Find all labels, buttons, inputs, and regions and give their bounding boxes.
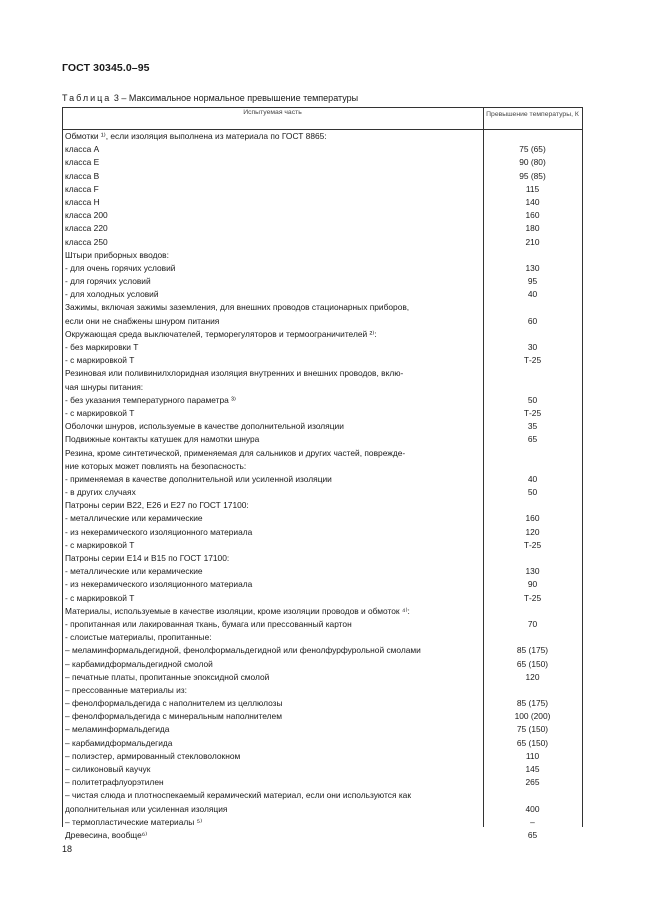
row-value: 140	[525, 196, 540, 207]
row-part-line: класса F	[65, 183, 99, 194]
table-row	[62, 763, 582, 776]
table-caption-number: 3	[113, 93, 119, 103]
row-part	[65, 763, 483, 776]
table-row	[62, 301, 582, 327]
table-row	[62, 499, 582, 512]
row-part	[65, 499, 483, 512]
row-part-line: ние которых может повлиять на безопасность:	[65, 460, 247, 471]
row-value: 210	[525, 236, 540, 247]
row-part	[65, 684, 483, 697]
row-value: 85 (175)	[516, 645, 549, 656]
row-part-line: – фенолформальдегида с наполнителем из целлюлозы	[65, 698, 283, 709]
row-part	[65, 605, 483, 618]
table-row	[62, 776, 582, 789]
row-part	[65, 222, 483, 235]
row-part-line: - с маркировкой Т	[65, 592, 135, 603]
row-value: 40	[527, 289, 538, 300]
table-row	[62, 605, 582, 618]
row-value: 65 (150)	[516, 658, 549, 669]
table-row	[62, 447, 582, 473]
table-row	[62, 671, 582, 684]
row-part-line: - из некерамического изоляционного материала	[65, 526, 253, 537]
document-code: ГОСТ 30345.0–95	[62, 62, 150, 74]
table-row	[62, 183, 582, 196]
row-part-line: – фенолформальдегида с минеральным наполнителем	[65, 711, 282, 722]
row-part-line: - металлические или керамические	[65, 513, 203, 524]
row-part	[65, 776, 483, 789]
row-part	[65, 170, 483, 183]
table-row	[62, 526, 582, 539]
table-row	[62, 262, 582, 275]
table-row	[62, 750, 582, 763]
row-value: 35	[527, 421, 538, 432]
row-value: 65 (150)	[516, 737, 549, 748]
row-part	[65, 262, 483, 275]
table-row	[62, 644, 582, 657]
row-part-line: - без маркировки Т	[65, 342, 139, 353]
row-part-line: класса 250	[65, 236, 108, 247]
row-part	[65, 407, 483, 420]
row-value: 65	[527, 434, 538, 445]
row-part	[65, 301, 483, 327]
row-part-line: - слоистые материалы, пропитанные:	[65, 632, 212, 643]
row-part-line: - для очень горячих условий	[65, 262, 176, 273]
row-part	[65, 789, 483, 815]
row-value: 60	[527, 315, 538, 326]
row-part	[65, 447, 483, 473]
row-part-line: - с маркировкой Т	[65, 539, 135, 550]
row-part-line: - в других случаях	[65, 487, 136, 498]
row-value: Т-25	[523, 355, 542, 366]
row-part-line: Патроны серии В22, Е26 и Е27 по ГОСТ 17100:	[65, 500, 249, 511]
row-part-line: - применяемая в качестве дополнительной или усиленной изоляции	[65, 473, 332, 484]
row-part	[65, 816, 483, 829]
row-value: Т-25	[523, 407, 542, 418]
row-part	[65, 512, 483, 525]
row-part	[65, 209, 483, 222]
table-caption	[62, 93, 358, 103]
table-row	[62, 275, 582, 288]
row-part	[65, 486, 483, 499]
table-row	[62, 539, 582, 552]
row-value: 115	[525, 183, 540, 194]
row-part	[65, 737, 483, 750]
row-value: 160	[525, 210, 540, 221]
row-part	[65, 394, 483, 407]
row-part-line: – меламинформальдегида	[65, 724, 170, 735]
row-part	[65, 236, 483, 249]
row-value: 130	[525, 566, 540, 577]
row-part-line: – карбамидформальдегида	[65, 737, 173, 748]
row-part-line: Окружающая среда выключателей, терморегуляторов и термоограничителей ²⁾:	[65, 328, 377, 339]
row-part-line: – печатные платы, пропитанные эпоксидной смолой	[65, 671, 270, 682]
row-value: 95	[527, 276, 538, 287]
row-part-line: если они не снабжены шнуром питания	[65, 315, 220, 326]
row-part-line: - для холодных условий	[65, 289, 159, 300]
row-part	[65, 130, 483, 143]
table-row	[62, 222, 582, 235]
row-part	[65, 473, 483, 486]
row-value: Т-25	[523, 539, 542, 550]
row-part	[65, 288, 483, 301]
row-part-line: - без указания температурного параметра ³⁾	[65, 394, 236, 405]
row-part-line: - металлические или керамические	[65, 566, 203, 577]
table-row	[62, 249, 582, 262]
table-caption-title: – Максимальное нормальное превышение температуры	[121, 93, 359, 103]
row-part	[65, 275, 483, 288]
row-part	[65, 433, 483, 446]
table-row	[62, 288, 582, 301]
row-part-line: Оболочки шнуров, используемые в качестве дополнительной изоляции	[65, 421, 344, 432]
table-border-right	[582, 107, 583, 827]
row-part-line: - пропитанная или лакированная ткань, бумага или прессованный картон	[65, 618, 352, 629]
row-part-line: – карбамидформальдегидной смолой	[65, 658, 213, 669]
row-part-line: класса 200	[65, 210, 108, 221]
table-row	[62, 658, 582, 671]
row-part	[65, 697, 483, 710]
table-row	[62, 209, 582, 222]
row-value: 400	[525, 803, 540, 814]
row-part	[65, 196, 483, 209]
table-row	[62, 618, 582, 631]
row-part	[65, 183, 483, 196]
row-part	[65, 539, 483, 552]
row-part	[65, 578, 483, 591]
table-row	[62, 433, 582, 446]
row-value: 75 (65)	[519, 144, 546, 155]
row-value: 120	[525, 671, 540, 682]
row-value: 130	[525, 262, 540, 273]
row-value: 265	[525, 777, 540, 788]
row-value: 65	[527, 830, 538, 840]
row-part	[65, 565, 483, 578]
table-row	[62, 737, 582, 750]
table-row	[62, 170, 582, 183]
table-row	[62, 407, 582, 420]
row-part-line: Резина, кроме синтетической, применяемая для сальников и других частей, поврежде-	[65, 447, 406, 458]
row-value: 180	[525, 223, 540, 234]
column-header-value: Превышение температуры, К	[486, 111, 579, 118]
table-row	[62, 394, 582, 407]
table-row	[62, 578, 582, 591]
row-part-line: – термопластические материалы ⁵⁾	[65, 816, 203, 827]
row-part	[65, 328, 483, 341]
table-row	[62, 592, 582, 605]
row-part	[65, 367, 483, 393]
row-value: 90	[527, 579, 538, 590]
row-part-line: дополнительная или усиленная изоляция	[65, 803, 228, 814]
table-row	[62, 631, 582, 644]
table-row	[62, 697, 582, 710]
row-part-line: класса А	[65, 144, 100, 155]
row-value: 30	[527, 342, 538, 353]
row-value: 100 (200)	[514, 711, 551, 722]
page-number: 18	[62, 844, 73, 854]
table-row	[62, 328, 582, 341]
row-part	[65, 644, 483, 657]
row-part	[65, 671, 483, 684]
row-part-line: - для горячих условий	[65, 276, 151, 287]
row-part-line: чая шнуры питания:	[65, 381, 144, 392]
table-row	[62, 565, 582, 578]
row-value: Т-25	[523, 592, 542, 603]
row-part	[65, 592, 483, 605]
row-part-line: класса Е	[65, 157, 100, 168]
row-part	[65, 249, 483, 262]
row-part-line: Патроны серии Е14 и В15 по ГОСТ 17100:	[65, 553, 230, 564]
row-part	[65, 143, 483, 156]
row-part-line: – силиконовый каучук	[65, 764, 151, 775]
row-part-line: Подвижные контакты катушек для намотки шнура	[65, 434, 260, 445]
row-value: 40	[527, 473, 538, 484]
row-part-line: Материалы, используемые в качестве изоляции, кроме изоляции проводов и обмоток ⁴⁾:	[65, 605, 410, 616]
row-part-line: – чистая слюда и плотноспекаемый керамический материал, если они используются как	[65, 790, 411, 801]
row-part	[65, 420, 483, 433]
row-value: 70	[527, 618, 538, 629]
row-part-line: Древесина, вообще⁶⁾	[65, 830, 148, 840]
row-part-line: - из некерамического изоляционного материала	[65, 579, 253, 590]
row-value: 110	[525, 750, 540, 761]
row-value: 120	[525, 526, 540, 537]
row-part-line: Штыри приборных вводов:	[65, 249, 169, 260]
row-part-line: - с маркировкой Т	[65, 355, 135, 366]
table-row	[62, 723, 582, 736]
table-row	[62, 236, 582, 249]
table-row	[62, 341, 582, 354]
row-part	[65, 750, 483, 763]
row-part	[65, 710, 483, 723]
row-part-line: Обмотки ¹⁾, если изоляция выполнена из материала по ГОСТ 8865:	[65, 131, 327, 141]
row-part-line: - с маркировкой Т	[65, 407, 135, 418]
row-value: 50	[527, 394, 538, 405]
table-row	[62, 710, 582, 723]
row-part-line: – политетрафлуорэтилен	[65, 777, 164, 788]
row-value: 160	[525, 513, 540, 524]
row-part	[65, 723, 483, 736]
row-value: 75 (150)	[516, 724, 549, 735]
row-value: 90 (80)	[519, 157, 546, 168]
table-row	[62, 684, 582, 697]
table-row	[62, 829, 582, 842]
table-caption-label: Таблица	[62, 93, 112, 103]
table-row	[62, 420, 582, 433]
table-row	[62, 130, 582, 143]
row-part	[65, 156, 483, 169]
table-row	[62, 486, 582, 499]
table-row	[62, 552, 582, 565]
row-part-line: – меламинформальдегидной, фенолформальдегидной или фенолфурфурольной смолами	[65, 645, 421, 656]
row-part	[65, 631, 483, 644]
row-part	[65, 829, 483, 842]
row-part	[65, 526, 483, 539]
row-value: 95 (85)	[519, 170, 546, 181]
row-value: –	[530, 816, 535, 827]
table-row	[62, 473, 582, 486]
table-row	[62, 156, 582, 169]
table-body	[62, 130, 582, 842]
row-part-line: класса 220	[65, 223, 108, 234]
column-header-part: Испытуемая часть	[243, 109, 302, 116]
temperature-table	[62, 107, 582, 840]
row-part-line: Резиновая или поливинилхлоридная изоляция внутренних и внешних проводов, вклю-	[65, 368, 404, 379]
row-value: 85 (175)	[516, 698, 549, 709]
table-row	[62, 367, 582, 393]
row-part-line: класса В	[65, 170, 100, 181]
row-part-line: Зажимы, включая зажимы заземления, для внешних проводов стационарных приборов,	[65, 302, 410, 313]
row-value: 50	[527, 487, 538, 498]
row-part-line: класса Н	[65, 196, 100, 207]
table-row	[62, 143, 582, 156]
table-row	[62, 512, 582, 525]
row-part	[65, 341, 483, 354]
row-part	[65, 618, 483, 631]
row-part-line: – полиэстер, армированный стекловолокном	[65, 750, 241, 761]
table-row	[62, 816, 582, 829]
row-value: 145	[525, 764, 540, 775]
table-row	[62, 354, 582, 367]
table-row	[62, 196, 582, 209]
table-row	[62, 789, 582, 815]
row-part	[65, 354, 483, 367]
row-part	[65, 552, 483, 565]
row-part	[65, 658, 483, 671]
row-part-line: – прессованные материалы из:	[65, 684, 187, 695]
